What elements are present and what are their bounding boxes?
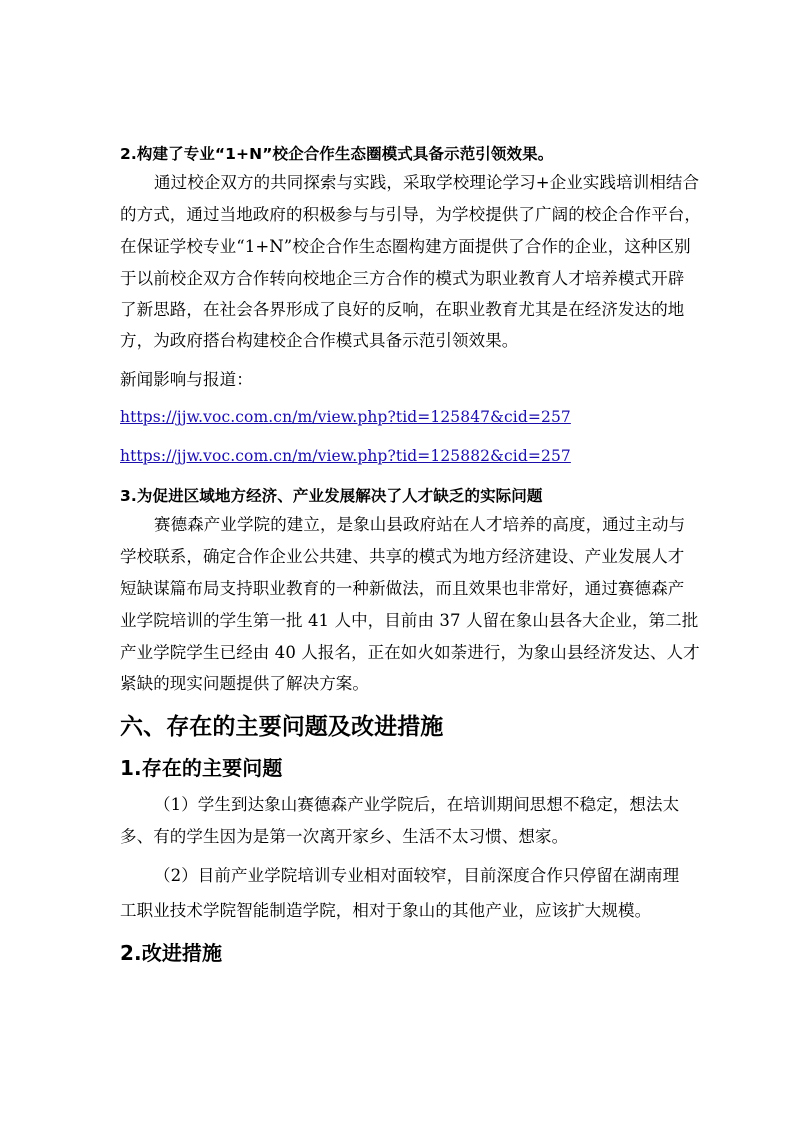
improvements-heading: 2.改进措施 xyxy=(120,941,223,965)
problem-item: 多、有的学生因为是第一次离开家乡、生活不太习惯、想家。 xyxy=(120,827,569,846)
paragraph-line: 业学院培训的学生第一批 41 人中，目前由 37 人留在象山县各大企业，第二批 xyxy=(120,611,699,630)
paragraph-line: 通过校企双方的共同探索与实践，采取学校理论学习+企业实践培训相结合 xyxy=(154,173,700,192)
section-3-heading: 3.为促进区域地方经济、产业发展解决了人才缺乏的实际问题 xyxy=(120,487,543,505)
problems-heading: 1.存在的主要问题 xyxy=(120,756,283,780)
paragraph-line: 方，为政府搭台构建校企合作模式具备示范引领效果。 xyxy=(120,331,519,350)
section-2-heading: 2.构建了专业“1+N”校企合作生态圈模式具备示范引领效果。 xyxy=(120,145,554,163)
paragraph-line: 学校联系，确定合作企业公共建、共享的模式为地方经济建设、产业发展人才 xyxy=(120,547,685,566)
paragraph-line: 赛德森产业学院的建立，是象山县政府站在人才培养的高度，通过主动与 xyxy=(154,515,686,534)
news-label: 新闻影响与报道： xyxy=(120,370,253,389)
paragraph-line: 了新思路，在社会各界形成了良好的反响，在职业教育尤其是在经济发达的地 xyxy=(120,300,685,319)
paragraph-line: 的方式，通过当地政府的积极参与与引导，为学校提供了广阔的校企合作平台， xyxy=(120,205,701,224)
problem-item: 工职业技术学院智能制造学院，相对于象山的其他产业，应该扩大规模。 xyxy=(120,901,652,920)
news-link[interactable]: https://jjw.voc.com.cn/m/view.php?tid=125847&cid=257 xyxy=(120,408,571,426)
paragraph-line: 紧缺的现实问题提供了解决方案。 xyxy=(120,674,369,693)
problem-item: （2）目前产业学院培训专业相对面较窄，目前深度合作只停留在湖南理 xyxy=(154,866,680,885)
paragraph-line: 于以前校企双方合作转向校地企三方合作的模式为职业教育人才培养模式开辟 xyxy=(120,269,685,288)
chapter-6-heading: 六、存在的主要问题及改进措施 xyxy=(120,714,444,740)
paragraph-line: 在保证学校专业“1+N”校企合作生态圈构建方面提供了合作的企业，这种区别 xyxy=(120,237,691,256)
news-link[interactable]: https://jjw.voc.com.cn/m/view.php?tid=125882&cid=257 xyxy=(120,447,571,465)
paragraph-line: 产业学院学生已经由 40 人报名，正在如火如荼进行，为象山县经济发达、人才 xyxy=(120,643,700,662)
problem-item: （1）学生到达象山赛德森产业学院后，在培训期间思想不稳定，想法太 xyxy=(154,795,680,814)
paragraph-line: 短缺谋篇布局支持职业教育的一种新做法，而且效果也非常好，通过赛德森产 xyxy=(120,579,685,598)
